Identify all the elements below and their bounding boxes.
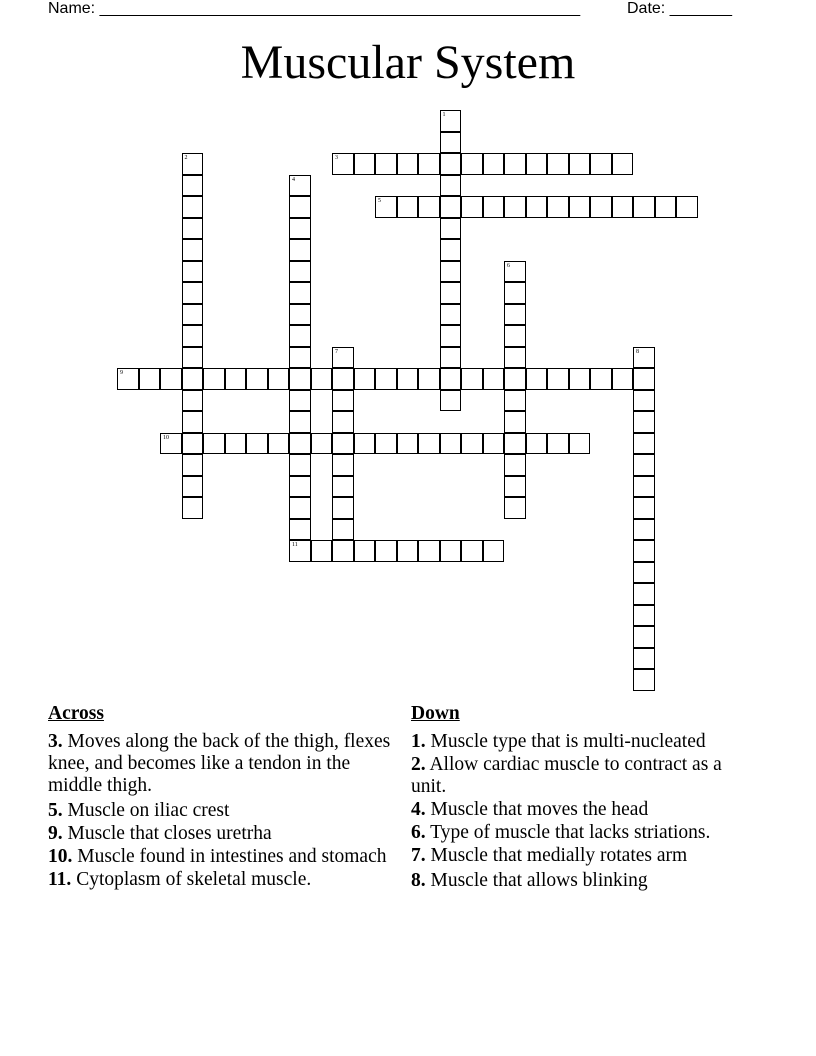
crossword-cell[interactable] <box>332 540 354 562</box>
crossword-cell[interactable] <box>440 239 462 261</box>
crossword-cell[interactable] <box>182 454 204 476</box>
crossword-cell[interactable] <box>139 368 161 390</box>
crossword-cell[interactable] <box>354 540 376 562</box>
crossword-cell[interactable] <box>612 153 634 175</box>
clue-number-label: 5 <box>378 198 381 204</box>
crossword-cell[interactable] <box>268 433 290 455</box>
crossword-cell[interactable] <box>633 605 655 627</box>
crossword-cell[interactable] <box>547 433 569 455</box>
crossword-cell[interactable] <box>289 390 311 412</box>
clue-number-label: 4 <box>292 176 295 183</box>
clue-number-label: 6 <box>507 262 510 269</box>
crossword-cell[interactable] <box>547 153 569 175</box>
crossword-cell[interactable] <box>182 282 204 304</box>
name-field-label: Name: ______________________________________________________ <box>48 0 581 17</box>
crossword-cell[interactable] <box>182 325 204 347</box>
clue-number-label: 11 <box>292 542 298 548</box>
crossword-cell[interactable] <box>289 304 311 326</box>
crossword-cell[interactable] <box>160 433 182 455</box>
crossword-cell[interactable] <box>375 153 397 175</box>
clue-number: 9. <box>48 823 63 844</box>
crossword-cell[interactable] <box>633 196 655 218</box>
across-clue <box>48 731 408 797</box>
crossword-cell[interactable] <box>289 218 311 240</box>
crossword-cell[interactable] <box>633 347 655 369</box>
crossword-cell[interactable] <box>182 196 204 218</box>
crossword-cell[interactable] <box>182 411 204 433</box>
crossword-cell[interactable] <box>461 368 483 390</box>
crossword-cell[interactable] <box>676 196 698 218</box>
crossword-cell[interactable] <box>289 239 311 261</box>
crossword-cell[interactable] <box>526 368 548 390</box>
crossword-cell[interactable] <box>633 669 655 691</box>
clue-number: 3. <box>48 731 63 752</box>
crossword-cell[interactable] <box>182 261 204 283</box>
crossword-cell[interactable] <box>289 476 311 498</box>
crossword-cell[interactable] <box>418 196 440 218</box>
crossword-cell[interactable] <box>332 476 354 498</box>
crossword-cell[interactable] <box>547 196 569 218</box>
crossword-cell[interactable] <box>289 368 311 390</box>
crossword-cell[interactable] <box>461 433 483 455</box>
crossword-cell[interactable] <box>182 304 204 326</box>
clue-number-label: 2 <box>184 155 188 161</box>
crossword-cell[interactable] <box>311 540 333 562</box>
crossword-cell[interactable] <box>504 411 526 433</box>
crossword-cell[interactable] <box>332 519 354 541</box>
down-clues <box>411 703 761 893</box>
crossword-cell[interactable] <box>182 476 204 498</box>
crossword-cell[interactable] <box>569 196 591 218</box>
crossword-cell[interactable] <box>289 411 311 433</box>
crossword-cell[interactable] <box>375 540 397 562</box>
crossword-cell[interactable] <box>569 433 591 455</box>
crossword-cell[interactable] <box>504 347 526 369</box>
crossword-cell[interactable] <box>332 347 354 369</box>
crossword-cell[interactable] <box>418 368 440 390</box>
crossword-cell[interactable] <box>418 540 440 562</box>
crossword-cell[interactable] <box>633 433 655 455</box>
clue-text: Cytoplasm of skeletal muscle. <box>76 869 312 890</box>
across-clues <box>48 703 408 892</box>
crossword-cell[interactable] <box>483 153 505 175</box>
crossword-cell[interactable] <box>504 454 526 476</box>
crossword-cell[interactable] <box>440 218 462 240</box>
across-clue <box>48 800 408 822</box>
crossword-cell[interactable] <box>590 196 612 218</box>
crossword-cell[interactable] <box>440 325 462 347</box>
crossword-cell[interactable] <box>332 153 354 175</box>
page-title: Muscular System <box>240 36 576 89</box>
crossword-cell[interactable] <box>397 433 419 455</box>
crossword-cell[interactable] <box>311 433 333 455</box>
crossword-cell[interactable] <box>483 433 505 455</box>
crossword-cell[interactable] <box>289 261 311 283</box>
crossword-cell[interactable] <box>397 368 419 390</box>
crossword-cell[interactable] <box>633 540 655 562</box>
crossword-cell[interactable] <box>182 433 204 455</box>
crossword-cell[interactable] <box>504 368 526 390</box>
crossword-cell[interactable] <box>633 497 655 519</box>
crossword-cell[interactable] <box>289 497 311 519</box>
crossword-cell[interactable] <box>633 476 655 498</box>
crossword-cell[interactable] <box>440 175 462 197</box>
clue-text: Muscle type that is multi-nucleated <box>430 731 706 752</box>
crossword-cell[interactable] <box>483 368 505 390</box>
crossword-cell[interactable] <box>440 261 462 283</box>
down-clue <box>411 754 761 798</box>
crossword-cell[interactable] <box>117 368 139 390</box>
crossword-cell[interactable] <box>225 433 247 455</box>
crossword-cell[interactable] <box>440 347 462 369</box>
crossword-cell[interactable] <box>289 325 311 347</box>
crossword-cell[interactable] <box>526 153 548 175</box>
crossword-cell[interactable] <box>203 433 225 455</box>
crossword-cell[interactable] <box>332 454 354 476</box>
crossword-cell[interactable] <box>504 196 526 218</box>
clue-number: 2. <box>411 754 426 775</box>
crossword-cell[interactable] <box>612 196 634 218</box>
clue-number-label: 1 <box>442 112 446 118</box>
crossword-cell[interactable] <box>461 153 483 175</box>
crossword-cell[interactable] <box>182 368 204 390</box>
crossword-cell[interactable] <box>504 261 526 283</box>
crossword-cell[interactable] <box>354 433 376 455</box>
crossword-cell[interactable] <box>483 540 505 562</box>
crossword-cell[interactable] <box>203 368 225 390</box>
crossword-cell[interactable] <box>268 368 290 390</box>
crossword-cell[interactable] <box>440 196 462 218</box>
crossword-cell[interactable] <box>289 347 311 369</box>
crossword-cell[interactable] <box>418 153 440 175</box>
crossword-cell[interactable] <box>354 153 376 175</box>
crossword-cell[interactable] <box>182 153 204 175</box>
crossword-cell[interactable] <box>182 497 204 519</box>
clue-number-label: 7 <box>335 348 338 355</box>
clue-text: Muscle that closes uretrha <box>67 823 272 844</box>
down-clue <box>411 822 761 844</box>
clue-number-label: 3 <box>335 155 338 161</box>
crossword-cell[interactable] <box>289 433 311 455</box>
crossword-cell[interactable] <box>612 368 634 390</box>
crossword-cell[interactable] <box>440 368 462 390</box>
crossword-cell[interactable] <box>440 153 462 175</box>
clue-number-label: 8 <box>636 348 639 355</box>
crossword-cell[interactable] <box>289 175 311 197</box>
crossword-cell[interactable] <box>569 368 591 390</box>
crossword-cell[interactable] <box>311 368 333 390</box>
crossword-cell[interactable] <box>633 411 655 433</box>
crossword-cell[interactable] <box>182 175 204 197</box>
crossword-cell[interactable] <box>633 648 655 670</box>
crossword-cell[interactable] <box>633 519 655 541</box>
crossword-cell[interactable] <box>397 540 419 562</box>
clue-text: Moves along the back of the thigh, flexes knee, and becomes like a tendon in the middle thigh. <box>48 731 391 796</box>
crossword-cell[interactable] <box>332 390 354 412</box>
across-clue <box>48 823 408 845</box>
crossword-cell[interactable] <box>246 433 268 455</box>
clue-text: Muscle that allows blinking <box>430 870 648 891</box>
across-clue <box>48 869 408 891</box>
crossword-cell[interactable] <box>332 368 354 390</box>
crossword-cell[interactable] <box>590 368 612 390</box>
crossword-cell[interactable] <box>440 304 462 326</box>
crossword-cell[interactable] <box>504 153 526 175</box>
crossword-cell[interactable] <box>375 196 397 218</box>
crossword-cell[interactable] <box>590 153 612 175</box>
crossword-cell[interactable] <box>461 540 483 562</box>
crossword-cell[interactable] <box>182 347 204 369</box>
crossword-cell[interactable] <box>504 476 526 498</box>
crossword-cell[interactable] <box>160 368 182 390</box>
crossword-cell[interactable] <box>375 433 397 455</box>
crossword-cell[interactable] <box>182 239 204 261</box>
crossword-cell[interactable] <box>182 390 204 412</box>
crossword-cell[interactable] <box>289 540 311 562</box>
clue-number-label: 10 <box>163 434 169 441</box>
across-heading: Across <box>48 703 104 724</box>
down-clue <box>411 731 761 753</box>
crossword-cell[interactable] <box>526 196 548 218</box>
crossword-cell[interactable] <box>332 433 354 455</box>
clue-text: Muscle found in intestines and stomach <box>77 846 387 867</box>
crossword-cell[interactable] <box>483 196 505 218</box>
crossword-cell[interactable] <box>440 110 462 132</box>
crossword-cell[interactable] <box>547 368 569 390</box>
clue-text: Muscle that moves the head <box>430 799 649 820</box>
crossword-cell[interactable] <box>461 196 483 218</box>
crossword-cell[interactable] <box>633 562 655 584</box>
crossword-cell[interactable] <box>440 390 462 412</box>
crossword-cell[interactable] <box>633 626 655 648</box>
crossword-cell[interactable] <box>332 411 354 433</box>
clue-text: Type of muscle that lacks striations. <box>430 822 711 843</box>
crossword-cell[interactable] <box>182 218 204 240</box>
crossword-cell[interactable] <box>440 540 462 562</box>
clue-number: 5. <box>48 800 63 821</box>
crossword-cell[interactable] <box>526 433 548 455</box>
clue-number: 10. <box>48 846 73 867</box>
clue-number: 1. <box>411 731 426 752</box>
crossword-cell[interactable] <box>633 583 655 605</box>
crossword-cell[interactable] <box>569 153 591 175</box>
clue-number: 6. <box>411 822 426 843</box>
crossword-cell[interactable] <box>633 454 655 476</box>
clue-number: 11. <box>48 869 72 890</box>
crossword-cell[interactable] <box>504 390 526 412</box>
crossword-cell[interactable] <box>246 368 268 390</box>
crossword-cell[interactable] <box>418 433 440 455</box>
down-clue <box>411 870 761 892</box>
crossword-cell[interactable] <box>504 325 526 347</box>
crossword-cell[interactable] <box>289 282 311 304</box>
crossword-cell[interactable] <box>397 196 419 218</box>
clue-text: Muscle that medially rotates arm <box>430 845 688 866</box>
across-clue <box>48 846 408 868</box>
crossword-cell[interactable] <box>440 433 462 455</box>
crossword-cell[interactable] <box>289 196 311 218</box>
down-heading: Down <box>411 703 460 724</box>
crossword-cell[interactable] <box>504 497 526 519</box>
crossword-cell[interactable] <box>225 368 247 390</box>
crossword-cell[interactable] <box>289 519 311 541</box>
clue-number: 4. <box>411 799 426 820</box>
crossword-cell[interactable] <box>504 433 526 455</box>
crossword-cell[interactable] <box>289 454 311 476</box>
clue-text: Muscle on iliac crest <box>67 800 230 821</box>
crossword-cell[interactable] <box>397 153 419 175</box>
down-clue <box>411 845 761 867</box>
crossword-cell[interactable] <box>633 368 655 390</box>
crossword-cell[interactable] <box>332 497 354 519</box>
clue-number: 7. <box>411 845 426 866</box>
clue-number: 8. <box>411 870 426 891</box>
clue-number-label: 9 <box>120 370 123 376</box>
crossword-cell[interactable] <box>440 282 462 304</box>
crossword-cell[interactable] <box>375 368 397 390</box>
crossword-cell[interactable] <box>655 196 677 218</box>
down-clue <box>411 799 761 821</box>
date-field-label: Date: _______ <box>627 0 732 17</box>
crossword-cell[interactable] <box>633 390 655 412</box>
crossword-cell[interactable] <box>504 282 526 304</box>
crossword-cell[interactable] <box>440 132 462 154</box>
crossword-cell[interactable] <box>504 304 526 326</box>
clue-text: Allow cardiac muscle to contract as a unit. <box>411 754 722 797</box>
crossword-cell[interactable] <box>354 368 376 390</box>
